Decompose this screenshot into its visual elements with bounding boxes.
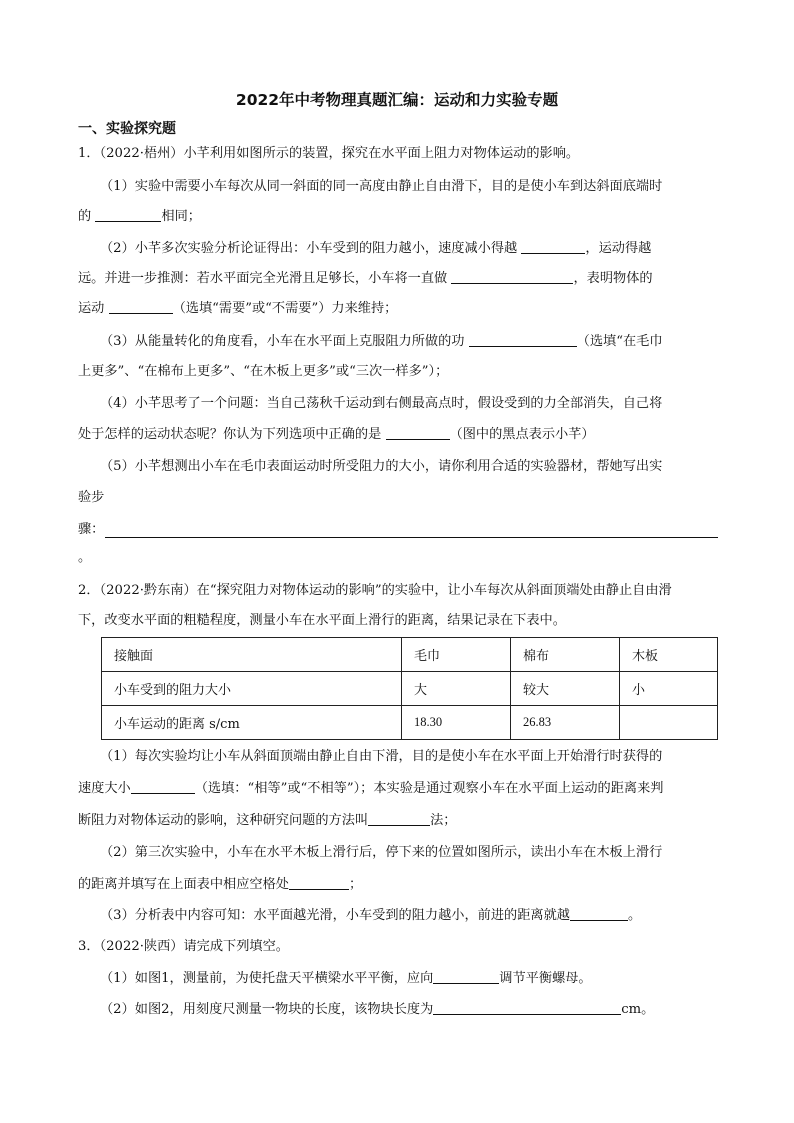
q2-part3-line1 <box>100 907 641 925</box>
text-fragment: 相同； <box>161 209 201 224</box>
text-fragment: 远。并进一步推测：若水平面完全光滑且足够长，小车将一直做 <box>78 271 452 286</box>
text-fragment: 的 <box>78 209 96 224</box>
q1-part5-line2: 验步 <box>78 490 105 505</box>
answer-blank[interactable] <box>570 907 628 921</box>
section-heading: 一、实验探究题 <box>78 121 176 137</box>
text-fragment: 断阻力对物体运动的影响，这种研究问题的方法叫 <box>78 813 369 828</box>
q2-part1-line1: （1）每次实验均让小车从斜面顶端由静止自由下滑，目的是使小车在水平面上开始滑行时获得的 <box>100 749 663 764</box>
answer-blank[interactable] <box>131 780 195 794</box>
table-row <box>102 672 718 706</box>
table-cell: 26.83 <box>511 706 620 740</box>
answer-blank[interactable] <box>433 970 499 984</box>
q1-part2-line1 <box>100 240 651 258</box>
q1-part1-line2 <box>78 208 201 226</box>
q2-stem-line2: 下，改变水平面的粗糙程度，测量小车在水平面上滑行的距离，结果记录在下表中。 <box>78 613 566 628</box>
table-cell-empty-answer[interactable] <box>620 706 718 740</box>
text-fragment: （3）分析表中内容可知：水平面越光滑，小车受到的阻力越小，前进的距离就越 <box>100 908 570 923</box>
q2-stem-line1: 2．（2022·黔东南）在“探究阻力对物体运动的影响”的实验中，让小车每次从斜面顶端处由静止自由滑 <box>78 583 672 598</box>
text-fragment: （图中的黑点表示小芊） <box>449 427 595 442</box>
answer-blank[interactable] <box>433 1001 621 1015</box>
q3-part1 <box>100 970 592 988</box>
table-header-row <box>102 638 718 672</box>
text-fragment: （选填“在毛巾 <box>576 334 663 349</box>
text-fragment: 的距离并填写在上面表中相应空格处 <box>78 877 289 892</box>
text-fragment: （选填：“相等”或“不相等”）；本实验是通过观察小车在水平面上运动的距离来判 <box>194 781 664 796</box>
q1-part4-line2 <box>78 426 595 444</box>
q1-part5-end: 。 <box>78 550 92 565</box>
text-fragment: （2）如图2，用刻度尺测量一物块的长度，该物块长度为 <box>100 1002 434 1017</box>
text-fragment: ； <box>349 877 363 892</box>
text-fragment: 运动 <box>78 301 109 316</box>
text-fragment: （2）小芊多次实验分析论证得出：小车受到的阻力越小，速度减小得越 <box>100 241 522 256</box>
text-fragment: 处于怎样的运动状态呢？你认为下列选项中正确的是 <box>78 427 386 442</box>
q1-stem: 1．（2022·梧州）小芊利用如图所示的装置，探究在水平面上阻力对物体运动的影响。 <box>78 146 580 161</box>
text-fragment: ，运动得越 <box>585 241 652 256</box>
q2-part1-line2 <box>78 780 664 798</box>
table-cell: 大 <box>402 672 511 706</box>
text-fragment: 速度大小 <box>78 781 131 796</box>
table-header-cell: 棉布 <box>511 638 620 672</box>
q1-part3-line1 <box>100 333 663 351</box>
q3-stem: 3．（2022·陕西）请完成下列填空。 <box>78 939 289 954</box>
text-fragment: cm。 <box>621 1002 655 1017</box>
answer-blank[interactable] <box>95 208 161 222</box>
table-header-cell: 接触面 <box>102 638 402 672</box>
q2-part1-line3 <box>78 812 457 830</box>
q1-part2-line3 <box>78 300 397 318</box>
answer-blank[interactable] <box>521 240 585 254</box>
results-table <box>101 637 718 740</box>
answer-line-full[interactable] <box>105 537 718 538</box>
answer-blank[interactable] <box>109 300 173 314</box>
table-header-cell: 木板 <box>620 638 718 672</box>
answer-blank[interactable] <box>368 812 430 826</box>
text-fragment: ，表明物体的 <box>573 271 653 286</box>
table-cell: 小 <box>620 672 718 706</box>
table-cell: 小车运动的距离 s/cm <box>102 706 402 740</box>
text-fragment: 调节平衡螺母。 <box>499 971 592 986</box>
q1-part1-line1: （1）实验中需要小车每次从同一斜面的同一高度由静止自由滑下，目的是使小车到达斜面底端时 <box>100 179 663 194</box>
q1-part3-line2: 上更多”、“在棉布上更多”、“在木板上更多”或“三次一样多”）； <box>78 364 449 379</box>
page-title: 2022年中考物理真题汇编：运动和力实验专题 <box>235 91 559 109</box>
table-row <box>102 706 718 740</box>
table-cell: 18.30 <box>402 706 511 740</box>
text-fragment: 。 <box>627 908 642 923</box>
q1-part5-line1: （5）小芊想测出小车在毛巾表面运动时所受阻力的大小，请你利用合适的实验器材，帮她写出实 <box>100 459 663 474</box>
q1-part2-line2 <box>78 270 653 288</box>
answer-blank[interactable] <box>469 333 577 347</box>
q3-part2 <box>100 1001 654 1019</box>
text-fragment: 法； <box>430 813 457 828</box>
text-fragment: （1）如图1，测量前，为使托盘天平横梁水平平衡，应向 <box>100 971 434 986</box>
table-cell: 小车受到的阻力大小 <box>102 672 402 706</box>
answer-blank[interactable] <box>289 876 349 890</box>
q2-part2-line1: （2）第三次实验中，小车在水平木板上滑行后，停下来的位置如图所示，读出小车在木板上滑行 <box>100 845 663 860</box>
q2-part2-line2 <box>78 876 362 894</box>
table-cell: 较大 <box>511 672 620 706</box>
answer-blank[interactable] <box>451 270 573 284</box>
text-fragment: （选填“需要”或“不需要”）力来维持； <box>172 301 398 316</box>
answer-blank[interactable] <box>386 426 450 440</box>
q1-part4-line1: （4）小芊思考了一个问题：当自己荡秋千运动到右侧最高点时，假设受到的力全部消失，自己将 <box>100 396 663 411</box>
q1-part5-line3: 骤： <box>78 522 105 537</box>
text-fragment: （3）从能量转化的角度看，小车在水平面上克服阻力所做的功 <box>100 334 469 349</box>
table-header-cell: 毛巾 <box>402 638 511 672</box>
